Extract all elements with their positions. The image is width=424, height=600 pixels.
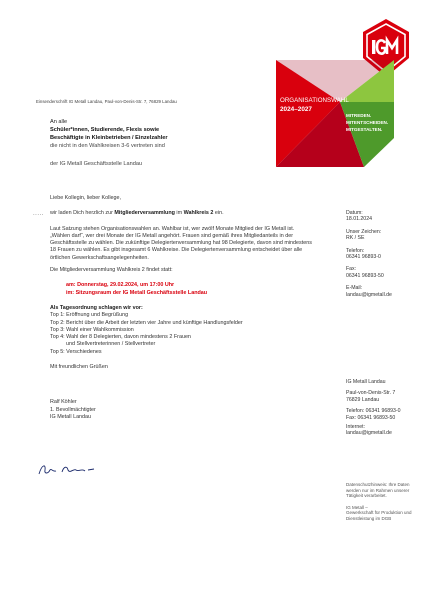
recipient-line-2: Schüler*innen, Studierende, Flexis sowie [50,127,160,133]
agenda-title: Als Tagesordnung schlagen wir vor: [50,304,143,311]
banner-title-line1: ORGANISATIONSWAHL [280,97,349,104]
office-street: Paul-von-Denis-Str. 7 [346,390,396,397]
letter-body [50,195,312,421]
org-line-1: IG Metall – [346,504,368,510]
election-banner-graphic [276,60,394,167]
agenda-item-4: Top 4: Wahl der 8 Delegierten, davon mindestens 2 Frauen [50,334,191,341]
privacy-note: Datenschutzhinweis: Ihre Daten werden nur im Rahmen unserer Tätigkeit verarbeitet. [346,482,410,499]
office-phone: Telefon: 06341 96893-0 [346,408,401,415]
greeting: Liebe Kollegin, lieber Kollege, [50,195,122,201]
recipient-line-1: An alle [50,119,68,125]
phone-label: Telefon: [346,247,365,254]
recipient-line-4: die nicht in den Wahlkreisen 3-6 vertreten sind [50,143,165,150]
office-name: IG Metall Landau [346,379,386,385]
banner-title-line2: 2024–2027 [280,106,312,113]
closing: Mit freundlichen Grüßen [50,364,108,371]
office-city: 76829 Landau [346,396,380,403]
recipient-line-5: der IG Metall Geschäftsstelle Landau [50,160,143,167]
signer-name: Ralf Köhler [50,399,77,406]
office-address [346,379,416,437]
recipient-address [50,118,290,168]
banner-slogan-1: MITREDEN. [346,113,372,118]
phone-value: 06341 96893-0 [346,254,381,261]
signature [36,460,116,480]
email-value[interactable]: landau@igmetall.de [346,291,392,298]
intro-bold-meeting: Mitgliederversammlung [114,210,175,217]
agenda-item-4-cont: und Stellvertreterinnen / Stellvertreter [66,341,156,348]
fax-label: Fax: [346,266,357,273]
office-web-value[interactable]: landau@igmetall.de [346,430,392,437]
meeting-room: im: Sitzungsraum der IG Metall Geschäftsstelle Landau [66,289,208,296]
org-line-2: Gewerkschaft für Produktion und Dienstleistung im DGB [346,510,412,521]
fold-mark: ..... [33,211,44,217]
office-web-label: Internet: [346,424,366,431]
place-intro: Die Mitgliederversammlung Wahlkreis 2 findet statt: [50,267,173,274]
banner-slogan-3: MITGESTALTEN. [346,127,383,132]
agenda-item-1: Top 1: Eröffnung und Begrüßung [50,312,129,319]
banner-slogan-2: MITENTSCHEIDEN. [346,120,389,125]
intro-post: ein. [213,210,224,217]
date-value: 18.01.2024 [346,216,372,223]
fax-value: 06341 96893-50 [346,272,384,279]
signature-graphic [36,460,116,480]
letter-meta-column [346,210,416,304]
intro-mid: im [174,210,184,217]
agenda-item-5: Top 5: Verschiedenes [50,348,102,355]
intro-pre: wir laden Dich herzlich zur [50,210,115,217]
email-label: E-Mail: [346,285,363,292]
agenda-item-3: Top 3: Wahl einer Wahlkommission [50,326,134,333]
signer-org: IG Metall Landau [50,413,92,420]
sender-return-line: Einsenderschrift IG Metall Landau, Paul-von-Denis-Str. 7, 76829 Landau [36,99,177,104]
date-label: Datum: [346,210,363,216]
statute-paragraph: Laut Satzung stehen Organisationswahlen an. Wahlbar ist, wer zwölf Monate Mitglied der IG Metall ist. „Wählen darf“, wer drei Monate der IG Metall angehört. Frauen sind gemäß ihres Mitgliedanteils in der Geschäftsstelle zu wählen. Die zukünftige Delegiertenversammlung hat 98 Delegierte, davon sind mindestens 18 Frauen zu wählen. Es gibt insgesamt 6 Wahlkreise. Die Delegiertenversammlung entscheidet über alle örtlichen Gewerkschaftsangelegenheiten. [50,225,312,261]
signer-role: 1. Bevollmächtigter [50,406,96,413]
intro-sentence [50,210,312,217]
recipient-line-3: Beschäftigte in Kleinbetrieben / Einzelzahler [50,135,168,142]
meeting-date: am: Donnerstag, 29.02.2024, um 17:00 Uhr [66,282,175,289]
agenda-item-2: Top 2: Bericht über die Arbeit der letzten vier Jahre und künftige Handlungsfelder [50,319,243,326]
intro-bold-district: Wahlkreis 2 [183,210,214,217]
reference-label: Unser Zeichen: [346,228,382,235]
election-banner [276,60,394,167]
reference-value: RK / SE [346,235,365,242]
footer-notes [346,482,416,522]
office-fax: Fax: 06341 96893-50 [346,414,396,421]
